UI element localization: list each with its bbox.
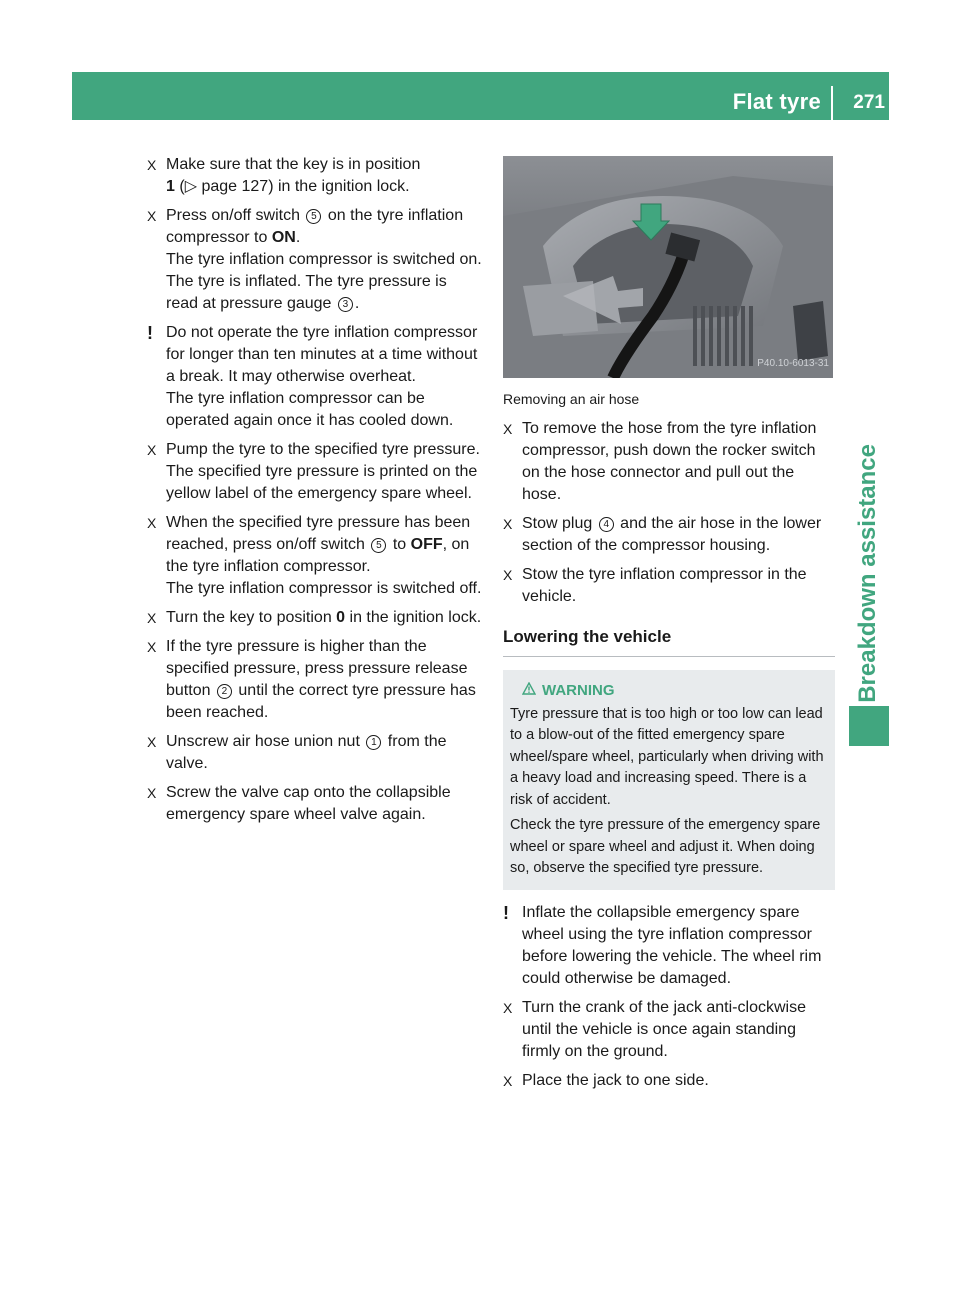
instruction-step: X Stow the tyre inflation compressor in the vehicle. <box>503 566 807 605</box>
step-arrow-icon: X <box>147 157 157 173</box>
step-arrow-icon: X <box>147 610 157 626</box>
instruction-step: X Place the jack to one side. <box>503 1070 835 1092</box>
instruction-step: X If the tyre pressure is higher than the specified pressure, press pressure release button 2 until the correct tyre pressure has been reached. <box>147 638 476 721</box>
instruction-step: X Make sure that the key is in position 1 (▷ page 127) in the ignition lock. <box>147 156 421 195</box>
instruction-step: X To remove the hose from the tyre inflation compressor, push down the rocker switch on the hose connector and pull out the hose. <box>503 420 817 503</box>
warning-box <box>503 670 835 890</box>
step-arrow-icon: X <box>147 734 157 750</box>
left-column <box>147 154 483 833</box>
instruction-step: X Turn the crank of the jack anti-clockwise until the vehicle is once again standing firmly on the ground. <box>503 998 806 1060</box>
callout-number: 4 <box>599 517 614 532</box>
hose-connector-drawing <box>503 156 833 378</box>
instruction-step: X Screw the valve cap onto the collapsible emergency spare wheel valve again. <box>147 784 451 823</box>
callout-number: 5 <box>306 209 321 224</box>
page-header <box>72 72 889 120</box>
side-tab <box>848 444 888 724</box>
exclamation-icon: ! <box>147 323 153 343</box>
step-arrow-icon: X <box>147 208 157 224</box>
instruction-step: X Pump the tyre to the specified tyre pressure. The specified tyre pressure is printed on the yellow label of the emergency spare wheel. <box>147 441 480 502</box>
step-arrow-icon: X <box>503 1072 513 1089</box>
step-arrow-icon: X <box>503 516 513 532</box>
caution-note: ! Inflate the collapsible emergency spare wheel using the tyre inflation compressor before lowering the vehicle. The wheel rim could otherwise be damaged. <box>503 902 822 987</box>
figure-code: P40.10-6013-31 <box>757 358 829 369</box>
instruction-step: X When the specified tyre pressure has been reached, press on/off switch 5 to OFF, on the tyre inflation compressor. The tyre inflation compressor is switched off. <box>147 514 482 597</box>
header-divider <box>831 86 833 122</box>
warning-text: Tyre pressure that is too high or too low can lead to a blow-out of the fitted emergency spare wheel/spare wheel, particularly when driving with a heavy load and increasing speed. There is a risk of accident. <box>510 705 824 808</box>
step-arrow-icon: X <box>147 515 157 531</box>
instruction-step: X Turn the key to position 0 in the ignition lock. <box>147 607 483 629</box>
step-arrow-icon: X <box>147 442 157 458</box>
right-column <box>503 154 835 1099</box>
callout-number: 5 <box>371 538 386 553</box>
step-arrow-icon: X <box>147 785 157 801</box>
page-reference-arrow-icon: ▷ <box>184 178 197 195</box>
section-heading: Lowering the vehicle <box>503 626 835 657</box>
warning-label: WARNING <box>542 682 615 699</box>
section-title-header: Flat tyre <box>732 89 821 114</box>
instruction-step: X Press on/off switch 5 on the tyre inflation compressor to ON. The tyre inflation compressor is switched on. The tyre is inflated. The tyre pressure is read at pressure gauge 3 . <box>147 207 482 312</box>
callout-number: 2 <box>217 684 232 699</box>
caution-note: ! Do not operate the tyre inflation compressor for longer than ten minutes at a time without a break. It may otherwise overheat. The tyre inflation compressor can be operated again once it has cooled down. <box>147 323 478 429</box>
side-tab-marker <box>849 706 889 746</box>
callout-number: 3 <box>338 297 353 312</box>
page-number: 271 <box>853 92 885 113</box>
instruction-step: X Unscrew air hose union nut 1 from the valve. <box>147 733 447 772</box>
step-arrow-icon: X <box>147 639 157 655</box>
callout-number: 1 <box>366 735 381 750</box>
instruction-step: X Stow plug 4 and the air hose in the lower section of the compressor housing. <box>503 515 822 554</box>
side-tab-label: Breakdown assistance <box>854 444 881 703</box>
exclamation-icon: ! <box>503 902 509 923</box>
compressor-hose-illustration <box>503 156 833 378</box>
step-arrow-icon: X <box>503 421 513 437</box>
step-arrow-icon: X <box>503 567 513 583</box>
warning-text: Check the tyre pressure of the emergency spare wheel or spare wheel and adjust it. When doing so, observe the specified tyre pressure. <box>510 817 821 876</box>
warning-triangle-icon <box>522 682 536 695</box>
warning-header <box>510 680 827 702</box>
step-arrow-icon: X <box>503 999 513 1016</box>
figure-caption: Removing an air hose <box>503 391 640 407</box>
